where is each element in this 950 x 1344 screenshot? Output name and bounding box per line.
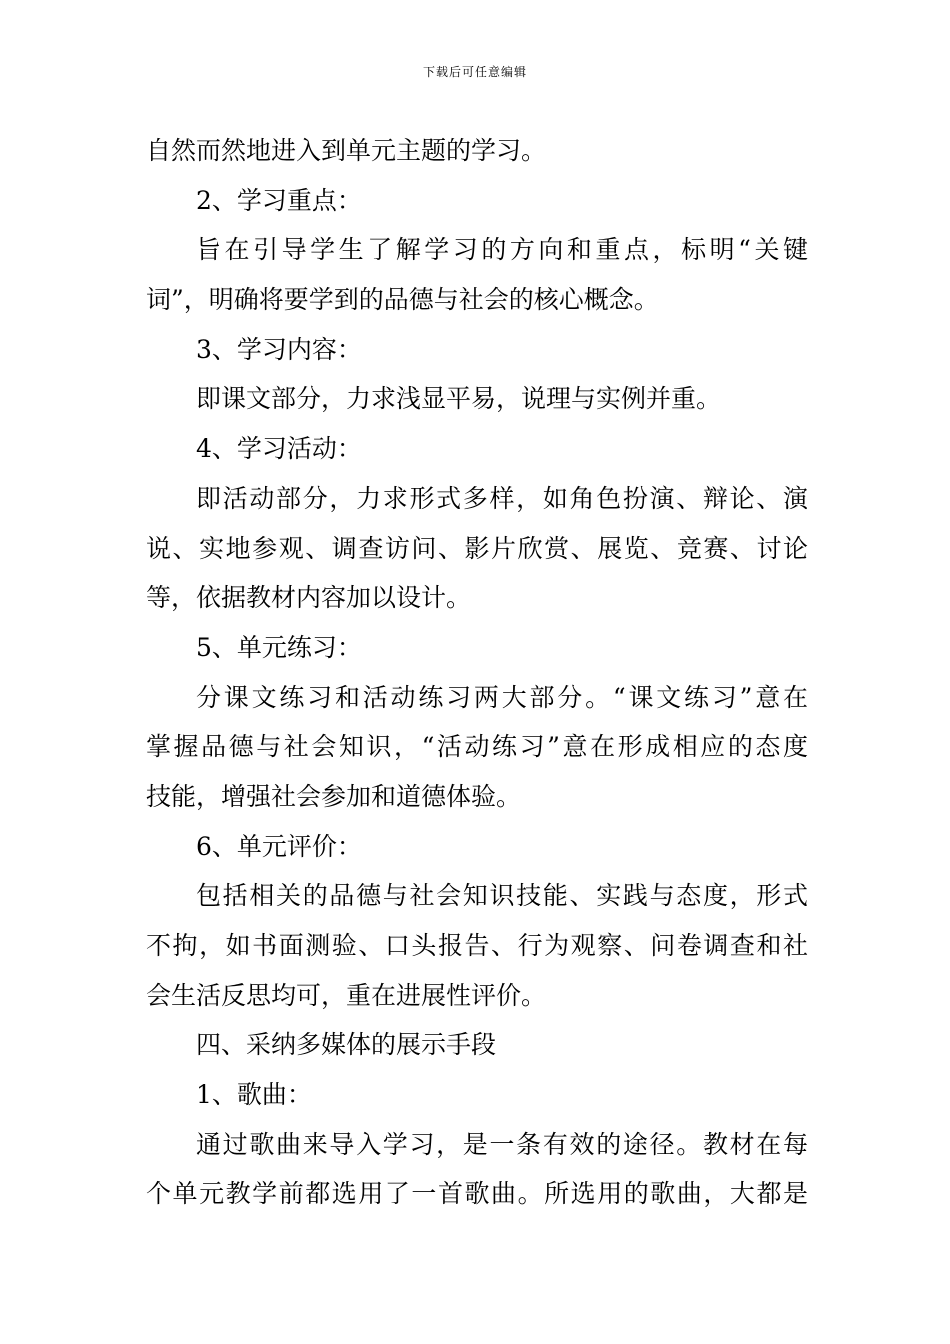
- section-heading: 2、学习重点：: [196, 185, 362, 215]
- text-line: 即活动部分，力求形式多样，如角色扮演、辩论、演: [196, 483, 808, 513]
- text-line: 词”，明确将要学到的品德与社会的核心概念。: [146, 285, 659, 315]
- text-line: 分课文练习和活动练习两大部分。“课文练习”意在: [196, 682, 808, 712]
- section-heading: 4、学习活动：: [196, 434, 362, 464]
- text-line: 技能，增强社会参加和道德体验。: [146, 781, 522, 811]
- section-heading: 6、单元评价：: [196, 831, 362, 861]
- text-line: 不拘，如书面测验、口头报告、行为观察、问卷调查和社: [146, 931, 808, 960]
- text-line: 通过歌曲来导入学习，是一条有效的途径。教材在每: [196, 1129, 808, 1159]
- text-line: 等，依据教材内容加以设计。: [146, 583, 472, 613]
- section-heading: 1、歌曲：: [196, 1080, 312, 1110]
- document-body: [146, 126, 808, 1219]
- text-line: 自然而然地进入到单元主题的学习。: [146, 136, 547, 165]
- text-line: 即课文部分，力求浅显平易，说理与实例并重。: [196, 384, 722, 414]
- text-line: 掌握品德与社会知识，“活动练习”意在形成相应的态度: [146, 732, 808, 762]
- section-heading: 四、采纳多媒体的展示手段: [196, 1030, 497, 1060]
- text-line: 包括相关的品德与社会知识技能、实践与态度，形式: [196, 881, 808, 911]
- page-header: 下载后可任意编辑: [422, 65, 527, 79]
- section-heading: 5、单元练习：: [196, 632, 362, 662]
- text-line: 说、实地参观、调查访问、影片欣赏、展览、竞赛、讨论: [146, 533, 808, 563]
- text-line: 会生活反思均可，重在进展性评价。: [146, 980, 547, 1010]
- text-line: 个单元教学前都选用了一首歌曲。所选用的歌曲，大都是: [146, 1179, 808, 1209]
- text-line: 旨在引导学生了解学习的方向和重点，标明“关键: [196, 235, 808, 265]
- section-heading: 3、学习内容：: [196, 334, 362, 364]
